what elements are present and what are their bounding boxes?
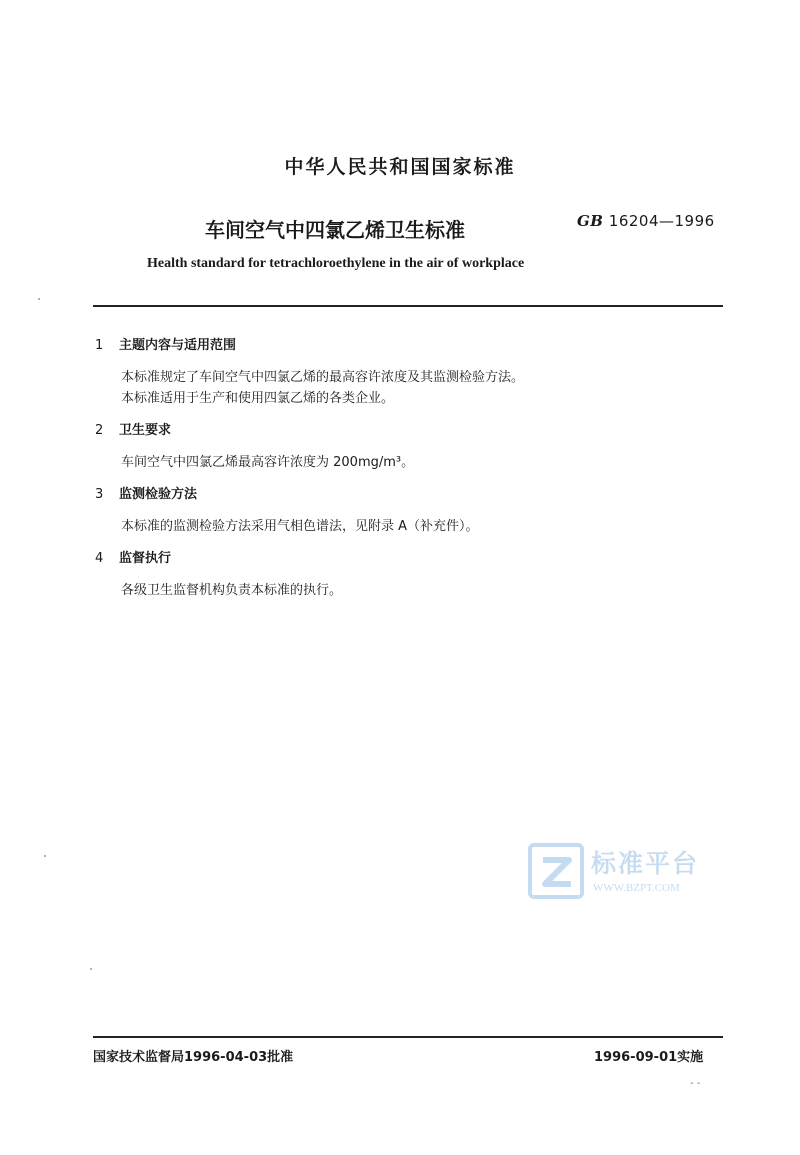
footer-rule [93,1036,723,1038]
standard-number [577,212,715,230]
section-1-paragraph: 本标准规定了车间空气中四氯乙烯的最高容许浓度及其监测检验方法。 [121,370,525,385]
section-number: 3 [95,487,104,502]
standard-code: 16204—1996 [608,212,715,230]
section-number: 2 [95,423,104,438]
section-title: 监督执行 [119,551,172,566]
watermark [527,842,727,902]
document-title-en: Health standard for tetrachloroethylene in the air of workplace [147,256,525,271]
section-4-heading [95,547,171,566]
header-rule [93,305,723,307]
section-title: 卫生要求 [119,423,172,438]
scan-speck [38,298,40,300]
scan-speck [44,855,46,857]
section-3-heading [95,483,197,502]
section-title: 主题内容与适用范围 [119,338,237,353]
document-title-cn: 车间空气中四氯乙烯卫生标准 [205,218,465,242]
section-1-heading [95,334,236,353]
section-title: 监测检验方法 [119,487,198,502]
section-number: 1 [95,338,104,353]
standard-prefix: GB [577,212,604,230]
implementation-date: 1996-09-01实施 [594,1050,704,1065]
watermark-logo-icon [527,842,585,900]
watermark-name: 标准平台 [591,849,700,878]
watermark-url: WWW.BZPT.COM [593,882,680,894]
scan-speck [90,968,92,970]
section-3-paragraph: 本标准的监测检验方法采用气相色谱法，见附录 A（补充件）。 [121,519,479,534]
page-mark: - - [690,1078,701,1089]
section-4-paragraph: 各级卫生监督机构负责本标准的执行。 [121,583,343,598]
section-number: 4 [95,551,104,566]
issuing-body: 中华人民共和国国家标准 [284,156,516,178]
section-1-paragraph: 本标准适用于生产和使用四氯乙烯的各类企业。 [121,391,395,406]
section-2-heading [95,419,171,438]
section-2-paragraph: 车间空气中四氯乙烯最高容许浓度为 200mg/m³。 [121,455,415,470]
approval-date: 国家技术监督局1996-04-03批准 [93,1050,294,1065]
